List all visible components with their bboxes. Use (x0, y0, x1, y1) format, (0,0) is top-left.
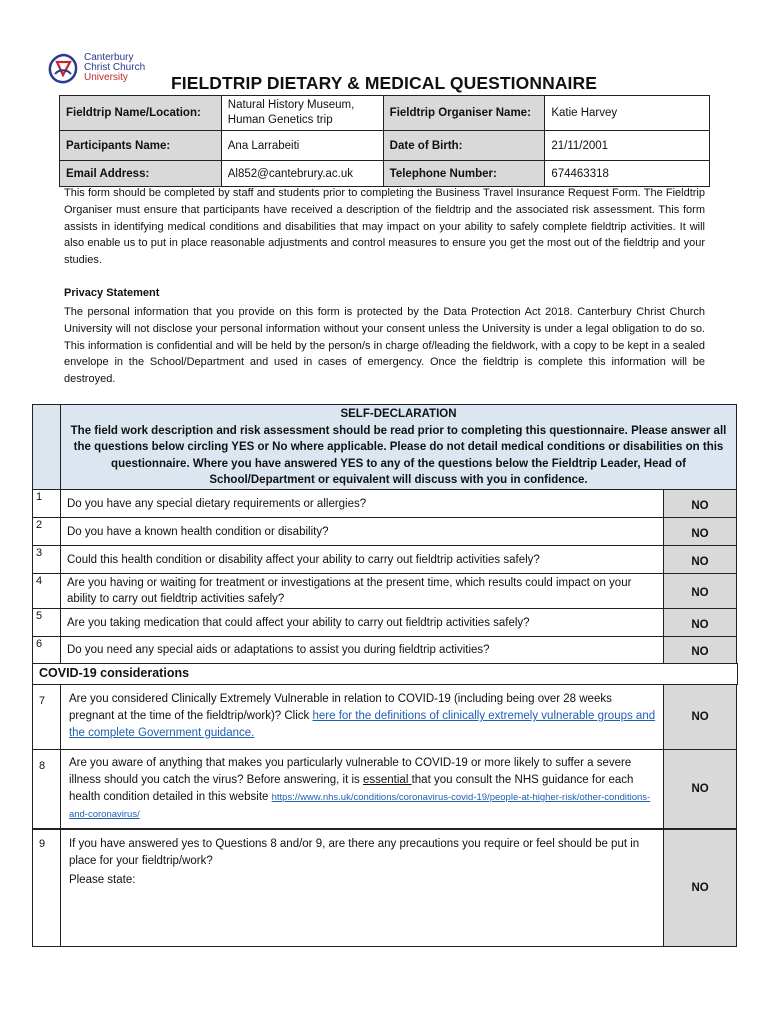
page-title: FIELDTRIP DIETARY & MEDICAL QUESTIONNAIRE (170, 73, 598, 93)
nhs-link[interactable]: https://www.nhs.uk/conditions/coronavirus-covid-19/people-at-higher-risk/other-conditions-and-coronavirus/ (68, 792, 651, 820)
question-text: Do you need any special aids or adaptations to assist you during fieldtrip activities? (67, 644, 490, 656)
question-number: 9 (33, 830, 61, 946)
question-text: Do you have any special dietary requirements or allergies? (67, 497, 367, 510)
phone-label: Telephone Number: (383, 161, 545, 187)
question-text (61, 830, 663, 946)
question-text (61, 685, 663, 749)
details-row (60, 161, 710, 187)
question-number: 6 (33, 637, 61, 663)
participant-label: Participants Name: (60, 131, 222, 161)
participant-value[interactable]: Ana Larrabeiti (221, 131, 383, 161)
question-number: 5 (33, 609, 61, 636)
fieldtrip-value-line-2: Human Genetics trip (227, 114, 333, 126)
question-text: Are you having or waiting for treatment or investigations at the present time, which results could impact on your ability to carry out fieldtrip activities safely? (67, 577, 632, 605)
organiser-value[interactable]: Katie Harvey (545, 96, 710, 131)
question-row (32, 574, 737, 609)
q8-text-before: Are you aware of anything that makes you particularly vulnerable to COVID-19 or more likely to suffer a severe illness should you catch the virus? Before answering, it is (68, 757, 632, 786)
covid-question-row (32, 749, 737, 829)
email-value[interactable]: Al852@cantebrury.ac.uk (221, 161, 383, 187)
question-answer[interactable]: NO (663, 750, 736, 828)
please-state-label: Please state: (68, 874, 136, 886)
header-number-cell (33, 405, 61, 489)
covid-question-row (32, 829, 737, 947)
self-declaration-text (61, 405, 736, 489)
q9-text: If you have answered yes to Questions 8 and/or 9, are there any precautions you require or feel should be put in place for your fieldtrip/work? (68, 838, 640, 867)
question-number: 1 (33, 490, 61, 517)
question-answer[interactable]: NO (663, 685, 736, 749)
question-text: Are you taking medication that could affect your ability to carry out fieldtrip activities safely? (67, 616, 530, 629)
question-row (32, 546, 737, 574)
question-answer[interactable]: NO (663, 490, 736, 517)
privacy-heading: Privacy Statement (64, 287, 160, 299)
question-answer[interactable]: NO (663, 830, 736, 946)
question-text: Could this health condition or disability affect your ability to carry out fieldtrip activities safely? (67, 553, 540, 566)
q8-emphasis: essential (363, 774, 412, 786)
question-number: 7 (33, 685, 61, 749)
question-answer[interactable]: NO (663, 609, 736, 636)
logo-line-2: Christ Church (84, 62, 146, 73)
details-row (60, 131, 710, 161)
self-declaration-title: SELF-DECLARATION (340, 408, 457, 420)
self-declaration-section (32, 404, 737, 664)
email-label: Email Address: (60, 161, 222, 187)
phone-value[interactable]: 674463318 (545, 161, 710, 187)
details-row (60, 96, 710, 131)
question-row (32, 490, 737, 518)
question-text: Do you have a known health condition or disability? (67, 525, 329, 538)
question-row (32, 609, 737, 637)
guidance-link[interactable]: here for the definitions of clinically extremely vulnerable groups and the complete Government guidance. (68, 710, 656, 739)
logo-line-3: University (84, 72, 128, 83)
organiser-label: Fieldtrip Organiser Name: (383, 96, 545, 131)
self-declaration-body: The field work description and risk assessment should be read prior to completing this questionnaire. Please answer all the questions below circling YES or No where applicable. Please do not detail medical conditions or disabilities on this questionnaire. Where you have answered YES to any of the questions below the Fieldtrip Leader, Head of School/Department or equivalent will discuss with you in confidence. (70, 424, 727, 487)
covid-heading: COVID-19 considerations (32, 663, 738, 685)
covid-question-row (32, 685, 737, 750)
question-answer[interactable]: NO (663, 637, 736, 663)
dob-label: Date of Birth: (383, 131, 545, 161)
privacy-paragraph: The personal information that you provide on this form is protected by the Data Protection Act 2018. Canterbury Christ Church University will not disclose your personal information without your consent unless the University is under a legal obligation to do so. This information is confidential and will be held by the person/s in charge of/leading the fieldwork, with a copy to be kept in a sealed envelope in the School/Department and used in cases of emergency. Once the fieldtrip is complete this information will be destroyed. (64, 306, 705, 386)
question-answer[interactable]: NO (663, 546, 736, 573)
question-number: 2 (33, 518, 61, 545)
details-table (59, 95, 710, 187)
fieldtrip-value[interactable] (221, 96, 383, 131)
q8-text-after: that you consult the NHS guidance for each health condition detailed in this website (68, 774, 634, 803)
question-answer[interactable]: NO (663, 518, 736, 545)
question-number: 4 (33, 574, 61, 608)
question-number: 8 (33, 750, 61, 828)
fieldtrip-value-line-1: Natural History Museum, (227, 99, 355, 111)
question-text (61, 750, 663, 828)
logo-line-1: Canterbury (84, 52, 134, 63)
q7-text: Are you considered Clinically Extremely Vulnerable in relation to COVID-19 (including being over 28 weeks pregnant at the time of the fieldtrip/work)? Click (68, 693, 612, 722)
fieldtrip-label: Fieldtrip Name/Location: (60, 96, 222, 131)
dob-value[interactable]: 21/11/2001 (545, 131, 710, 161)
self-declaration-header (32, 404, 737, 490)
intro-paragraph: This form should be completed by staff and students prior to completing the Business Travel Insurance Request Form. The Fieldtrip Organiser must ensure that participants have received a description of the fieldtrip and the associated risk assessment. This form assists in identifying medical conditions and disabilities that may impact on your ability to safely complete fieldtrip activities. It will also enable us to put in place reasonable adjustments and control measures to ensure you get the most out of the fieldtrip and your studies. (64, 187, 705, 267)
question-answer[interactable]: NO (663, 574, 736, 608)
question-row (32, 637, 737, 664)
question-number: 3 (33, 546, 61, 573)
question-row (32, 518, 737, 546)
